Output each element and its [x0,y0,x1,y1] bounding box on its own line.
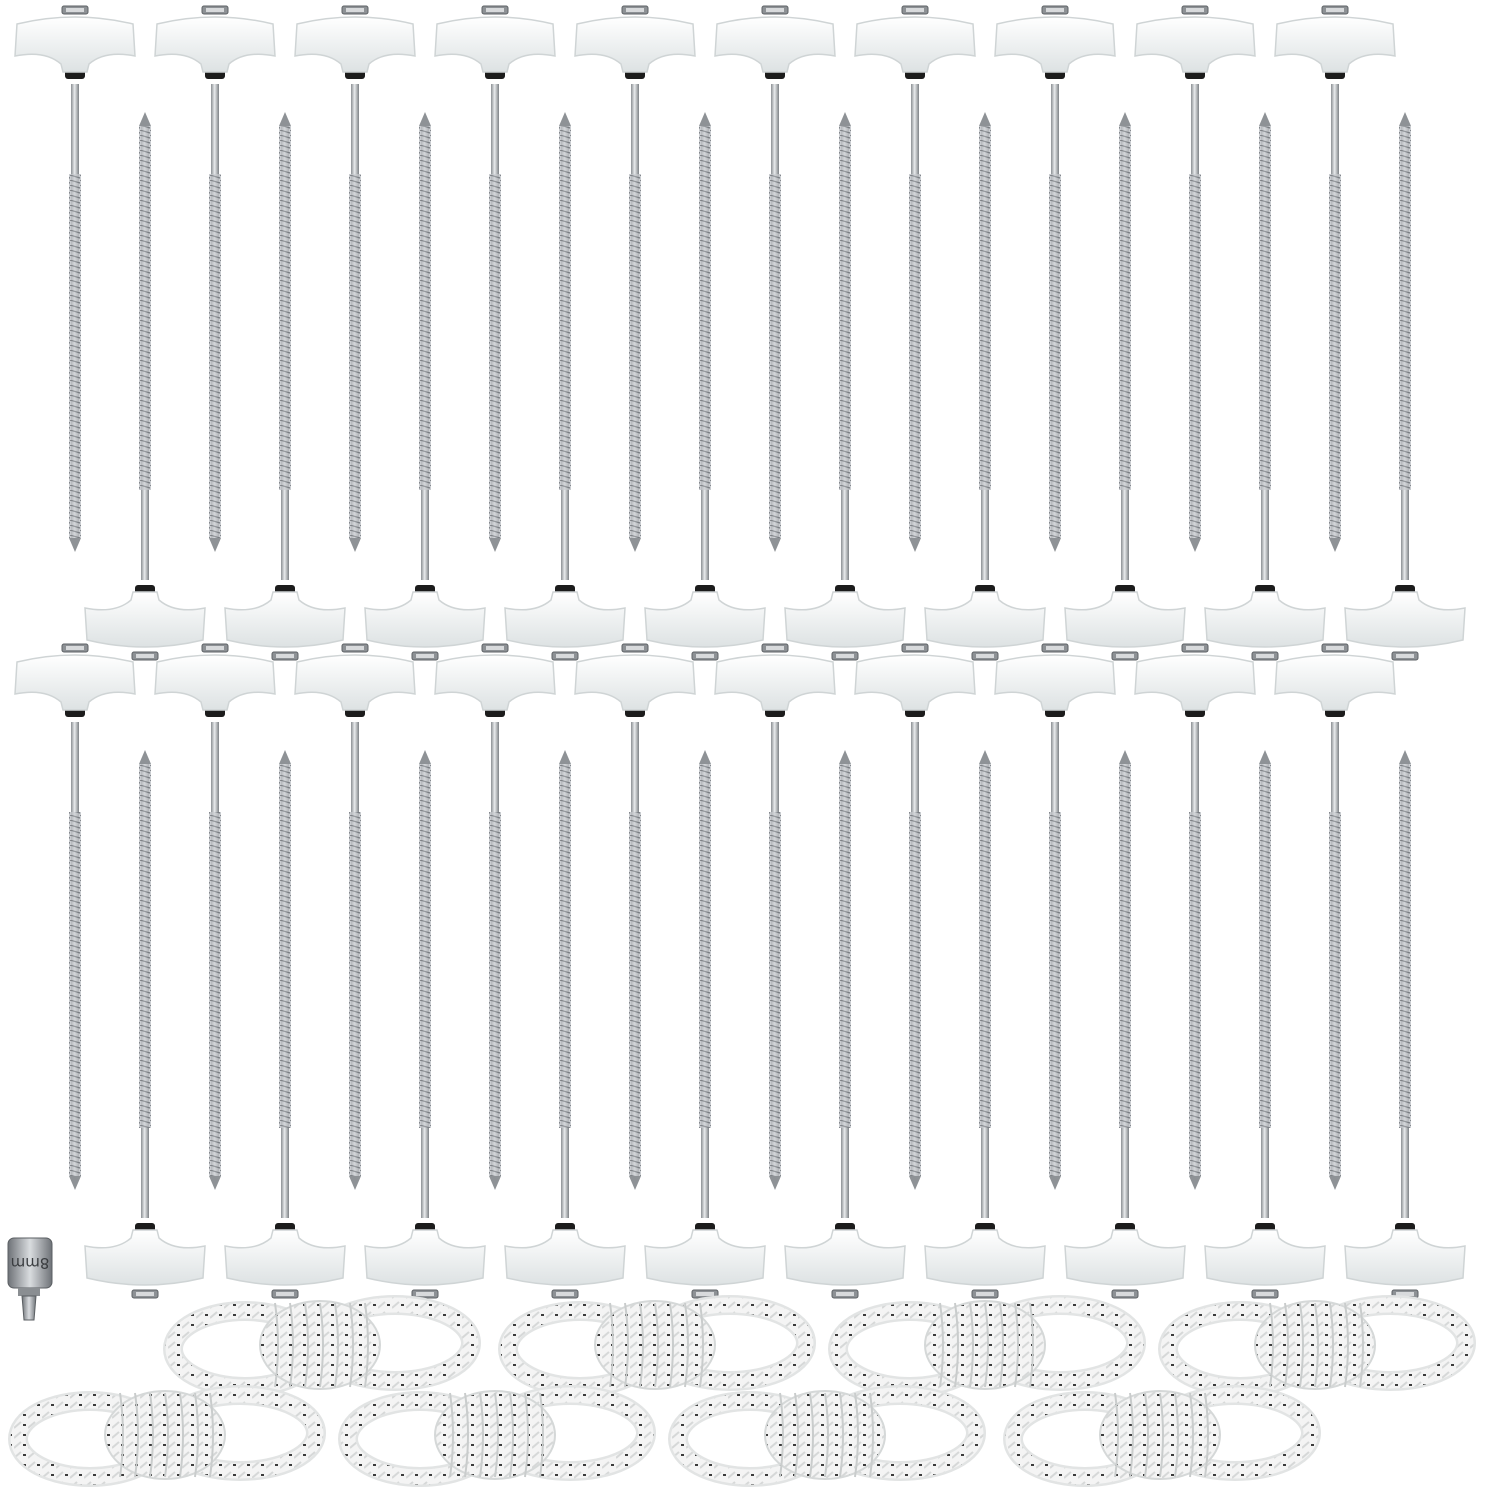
screw-stake-icon [1205,112,1325,660]
screw-stake-icon [855,6,975,552]
rope-coil-icon [173,1301,471,1389]
screw-stake-icon [785,750,905,1298]
rope-coil-icon [348,1391,646,1479]
screw-stake-icon [155,644,275,1190]
screw-stake-icon [155,6,275,552]
rope-coil-icon [508,1301,806,1389]
rope-coil-icon [1013,1391,1311,1479]
ropes-group [18,1301,1466,1479]
screw-stake-icon [715,644,835,1190]
screw-stake-icon [575,6,695,552]
screw-stake-icon [995,644,1115,1190]
screw-stake-icon [1275,6,1395,552]
screw-stake-icon [575,644,695,1190]
screw-stake-icon [505,112,625,660]
screw-stake-icon [1065,750,1185,1298]
screw-stake-icon [295,644,415,1190]
rope-coil-icon [678,1391,976,1479]
screw-stake-icon [1205,750,1325,1298]
screw-stake-icon [225,750,345,1298]
rope-coil-icon [18,1391,316,1479]
screw-stake-icon [15,6,135,552]
screw-stake-icon [1065,112,1185,660]
screw-stake-icon [1345,750,1465,1298]
screw-stake-icon [645,750,765,1298]
screw-stake-icon [855,644,975,1190]
screw-stake-icon [85,112,205,660]
screw-stake-icon [1345,112,1465,660]
screw-stake-icon [925,112,1045,660]
screw-stake-icon [85,750,205,1298]
screw-stake-icon [1135,6,1255,552]
screw-stake-icon [435,6,555,552]
driver-bit-label: 8mm [10,1254,50,1272]
driver-bit-group [8,1238,52,1320]
screw-stake-icon [435,644,555,1190]
screw-stake-icon [925,750,1045,1298]
screw-stake-icon [505,750,625,1298]
screw-stake-icon [995,6,1115,552]
stakes-group [15,6,1465,1298]
screw-stake-icon [225,112,345,660]
screw-stake-icon [1275,644,1395,1190]
hex-socket-bit-icon [8,1238,52,1320]
screw-stake-icon [645,112,765,660]
rope-coil-icon [1168,1301,1466,1389]
rope-coil-icon [838,1301,1136,1389]
screw-stake-icon [365,750,485,1298]
screw-stake-icon [15,644,135,1190]
screw-stake-icon [1135,644,1255,1190]
screw-stake-icon [785,112,905,660]
screw-stake-icon [295,6,415,552]
screw-stake-icon [715,6,835,552]
screw-stake-icon [365,112,485,660]
